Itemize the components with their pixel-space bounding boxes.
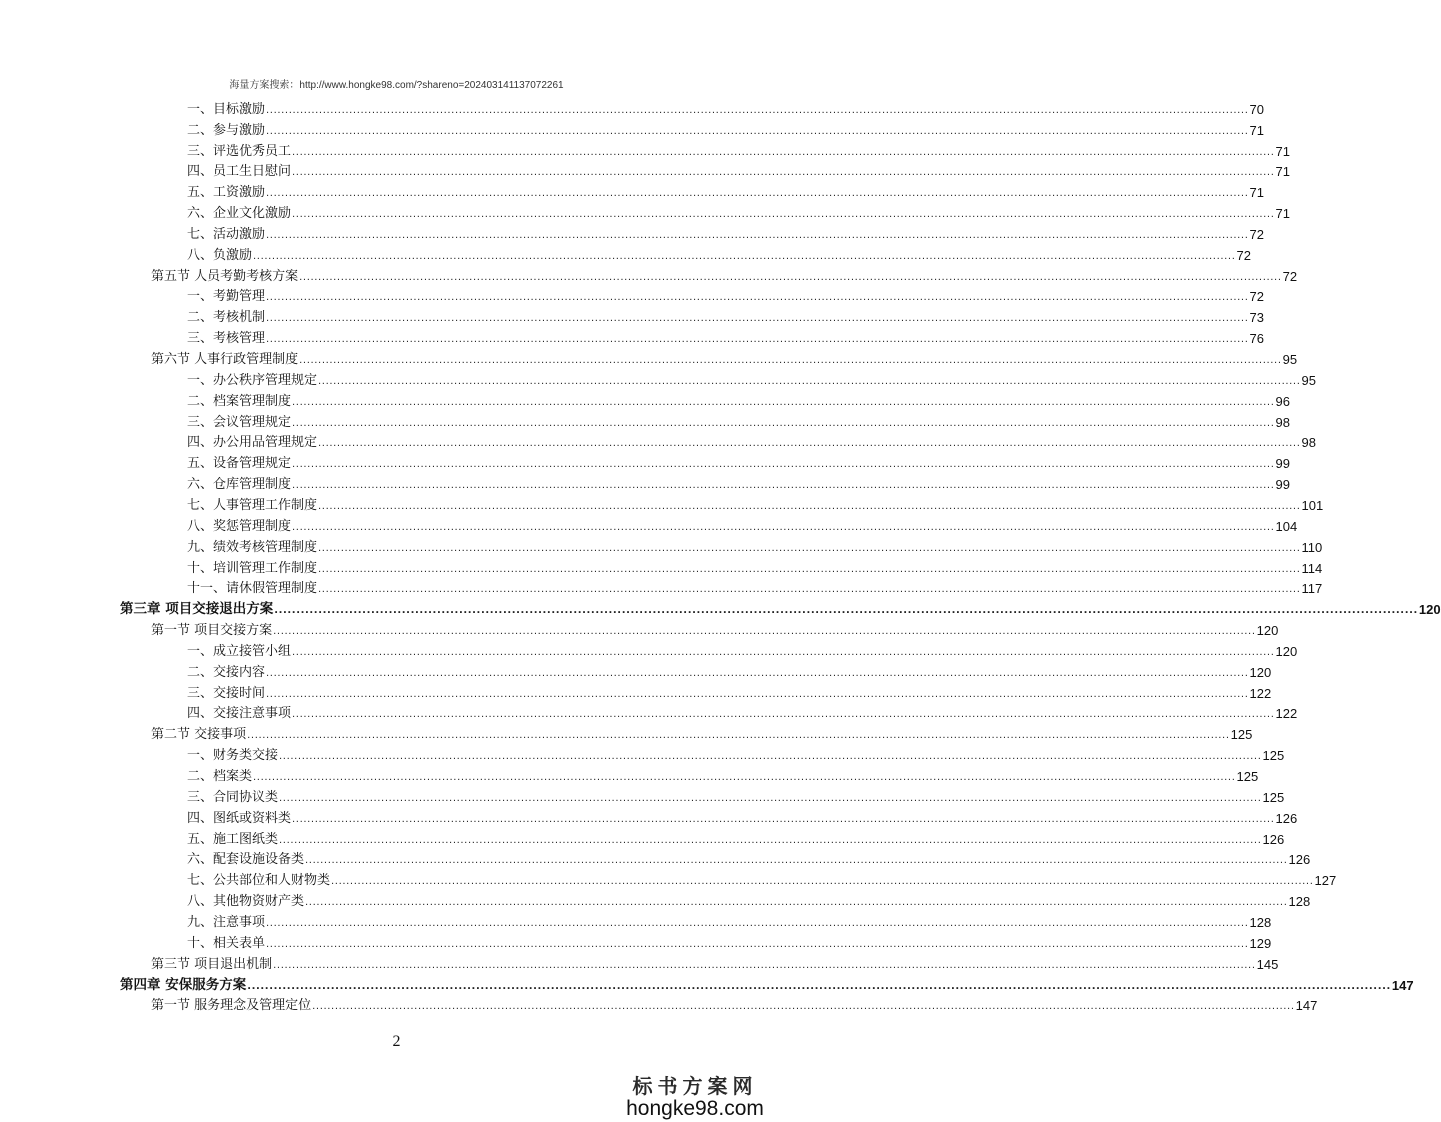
toc-leader-dots: ....................................................................................................................................................................................................................................................................	[266, 229, 1249, 241]
toc-leader-dots: ....................................................................................................................................................................................................................................................................	[274, 605, 1418, 617]
toc-entry-item[interactable]	[187, 576, 1323, 597]
toc-leader-dots: ....................................................................................................................................................................................................................................................................	[266, 688, 1249, 700]
toc-entry-label: 六、仓库管理制度	[187, 477, 292, 493]
toc-entry-label: 第五节 人员考勤考核方案	[151, 268, 299, 284]
toc-entry-page: 129	[1249, 935, 1272, 951]
toc-entry-item[interactable]	[187, 242, 1251, 263]
toc-entry-item[interactable]	[187, 784, 1285, 805]
toc-entry-item[interactable]	[187, 638, 1298, 659]
toc-entry-item[interactable]	[187, 179, 1264, 201]
toc-entry-label: 十、培训管理工作制度	[187, 560, 318, 576]
toc-entry-item[interactable]	[187, 555, 1323, 576]
toc-entry-page: 98	[1275, 414, 1290, 430]
toc-entry-page: 71	[1275, 143, 1290, 159]
toc-entry-label: 第六节 人事行政管理制度	[151, 352, 299, 368]
toc-entry-item[interactable]	[187, 471, 1290, 493]
toc-entry-item[interactable]	[187, 701, 1298, 722]
toc-entry-page: 101	[1301, 497, 1324, 513]
toc-entry-label: 五、施工图纸类	[187, 831, 279, 847]
toc-entry-section[interactable]	[151, 263, 1298, 284]
toc-entry-section[interactable]	[151, 346, 1298, 368]
toc-leader-dots: ....................................................................................................................................................................................................................................................................	[266, 334, 1249, 346]
toc-leader-dots: ....................................................................................................................................................................................................................................................................	[292, 167, 1275, 179]
toc-entry-label: 七、活动激励	[187, 226, 266, 242]
toc-entry-item[interactable]	[187, 325, 1264, 347]
toc-entry-label: 三、交接时间	[187, 685, 266, 701]
toc-entry-label: 四、图纸或资料类	[187, 810, 292, 826]
toc-leader-dots: ....................................................................................................................................................................................................................................................................	[331, 876, 1314, 888]
toc-entry-label: 三、考核管理	[187, 331, 266, 347]
toc-leader-dots: ....................................................................................................................................................................................................................................................................	[253, 772, 1236, 784]
toc-entry-page: 114	[1301, 560, 1323, 576]
toc-entry-page: 99	[1275, 456, 1290, 472]
toc-leader-dots: ....................................................................................................................................................................................................................................................................	[318, 542, 1301, 554]
toc-leader-dots: ....................................................................................................................................................................................................................................................................	[266, 667, 1249, 679]
toc-leader-dots: ....................................................................................................................................................................................................................................................................	[279, 834, 1262, 846]
toc-entry-label: 第一节 项目交接方案	[151, 623, 273, 639]
page-header-url: 海量方案搜索：http://www.hongke98.com/?shareno=202403141137072261	[229, 80, 564, 91]
toc-entry-page: 72	[1249, 289, 1264, 305]
toc-entry-label: 一、成立接管小组	[187, 643, 292, 659]
toc-entry-page: 104	[1275, 518, 1298, 534]
toc-entry-label: 第一节 服务理念及管理定位	[151, 998, 312, 1014]
toc-entry-label: 六、配套设施设备类	[187, 852, 305, 868]
toc-entry-label: 九、绩效考核管理制度	[187, 539, 318, 555]
toc-leader-dots: ....................................................................................................................................................................................................................................................................	[318, 375, 1301, 387]
toc-entry-page: 122	[1249, 685, 1272, 701]
toc-leader-dots: ....................................................................................................................................................................................................................................................................	[299, 271, 1282, 283]
toc-leader-dots: ....................................................................................................................................................................................................................................................................	[312, 1001, 1295, 1013]
toc-entry-label: 五、工资激励	[187, 185, 266, 201]
toc-entry-page: 72	[1282, 268, 1298, 284]
toc-entry-page: 125	[1230, 727, 1253, 743]
toc-entry-label: 八、其他物资财产类	[187, 894, 305, 910]
toc-entry-item[interactable]	[187, 659, 1272, 680]
toc-leader-dots: ....................................................................................................................................................................................................................................................................	[318, 500, 1301, 512]
toc-entry-chapter[interactable]	[120, 596, 1441, 618]
toc-leader-dots: ....................................................................................................................................................................................................................................................................	[318, 584, 1301, 596]
toc-leader-dots: ....................................................................................................................................................................................................................................................................	[266, 313, 1249, 325]
toc-entry-page: 125	[1262, 789, 1285, 805]
toc-entry-item[interactable]	[187, 888, 1311, 910]
toc-entry-label: 十一、请休假管理制度	[187, 581, 318, 597]
toc-entry-item[interactable]	[187, 680, 1272, 701]
toc-entry-page: 73	[1249, 310, 1264, 326]
toc-entry-item[interactable]	[187, 867, 1337, 889]
toc-leader-dots: ....................................................................................................................................................................................................................................................................	[247, 980, 1391, 992]
toc-entry-page: 71	[1275, 206, 1290, 222]
toc-entry-label: 四、交接注意事项	[187, 706, 292, 722]
toc-entry-label: 八、负激励	[187, 247, 253, 263]
toc-entry-item[interactable]	[187, 513, 1298, 534]
toc-entry-item[interactable]	[187, 492, 1324, 513]
toc-entry-item[interactable]	[187, 450, 1290, 472]
toc-entry-page: 120	[1275, 643, 1298, 659]
toc-leader-dots: ....................................................................................................................................................................................................................................................................	[292, 709, 1275, 721]
logo-domain-text: hongke98.com	[626, 1097, 764, 1120]
toc-entry-label: 三、会议管理规定	[187, 414, 292, 430]
toc-entry-label: 四、办公用品管理规定	[187, 435, 318, 451]
toc-entry-item[interactable]	[187, 138, 1290, 159]
toc-entry-label: 一、考勤管理	[187, 289, 266, 305]
toc-entry-label: 二、档案管理制度	[187, 393, 292, 409]
toc-entry-page: 120	[1256, 623, 1279, 639]
toc-entry-label: 第三章 项目交接退出方案	[120, 601, 274, 618]
toc-leader-dots: ....................................................................................................................................................................................................................................................................	[266, 938, 1249, 950]
toc-entry-item[interactable]	[187, 534, 1323, 555]
toc-entry-item[interactable]	[187, 221, 1264, 242]
toc-entry-label: 五、设备管理规定	[187, 456, 292, 472]
toc-leader-dots: ....................................................................................................................................................................................................................................................................	[292, 521, 1275, 533]
toc-entry-label: 二、参与激励	[187, 122, 266, 138]
toc-entry-item[interactable]	[187, 388, 1290, 409]
toc-leader-dots: ....................................................................................................................................................................................................................................................................	[266, 188, 1249, 200]
site-logo	[615, 1070, 775, 1121]
toc-entry-item[interactable]	[187, 847, 1311, 868]
toc-entry-page: 127	[1314, 873, 1337, 889]
toc-entry-item[interactable]	[187, 159, 1290, 180]
toc-leader-dots: ....................................................................................................................................................................................................................................................................	[279, 751, 1262, 763]
toc-entry-page: 128	[1288, 894, 1311, 910]
toc-entry-page: 117	[1301, 581, 1323, 597]
toc-leader-dots: ....................................................................................................................................................................................................................................................................	[318, 563, 1301, 575]
toc-entry-label: 二、档案类	[187, 769, 253, 785]
toc-entry-label: 第四章 安保服务方案	[120, 976, 247, 993]
toc-entry-page: 98	[1301, 435, 1316, 451]
toc-entry-section[interactable]	[151, 722, 1253, 743]
toc-entry-item[interactable]	[187, 826, 1285, 847]
toc-entry-label: 第二节 交接事项	[151, 727, 247, 743]
toc-entry-label: 一、目标激励	[187, 101, 266, 117]
toc-entry-page: 147	[1391, 977, 1414, 993]
toc-entry-label: 七、人事管理工作制度	[187, 497, 318, 513]
toc-entry-label: 二、考核机制	[187, 310, 266, 326]
toc-entry-page: 70	[1249, 101, 1264, 117]
toc-entry-page: 122	[1275, 706, 1298, 722]
toc-entry-page: 71	[1275, 164, 1290, 180]
toc-entry-item[interactable]	[187, 117, 1264, 138]
toc-entry-page: 71	[1249, 122, 1264, 138]
toc-entry-section[interactable]	[151, 951, 1279, 972]
toc-leader-dots: ....................................................................................................................................................................................................................................................................	[292, 459, 1275, 471]
toc-entry-page: 96	[1275, 393, 1290, 409]
toc-leader-dots: ....................................................................................................................................................................................................................................................................	[305, 897, 1288, 909]
toc-entry-page: 99	[1275, 477, 1290, 493]
page-number: 2	[392, 1033, 401, 1050]
toc-entry-page: 76	[1249, 331, 1264, 347]
toc-entry-item[interactable]	[187, 930, 1272, 951]
toc-entry-page: 126	[1275, 810, 1298, 826]
toc-entry-page: 147	[1295, 998, 1318, 1014]
toc-entry-label: 三、合同协议类	[187, 789, 279, 805]
toc-leader-dots: ....................................................................................................................................................................................................................................................................	[266, 125, 1249, 137]
toc-leader-dots: ....................................................................................................................................................................................................................................................................	[292, 396, 1275, 408]
toc-entry-label: 三、评选优秀员工	[187, 143, 292, 159]
toc-leader-dots: ....................................................................................................................................................................................................................................................................	[247, 730, 1230, 742]
toc-entry-item[interactable]	[187, 763, 1259, 785]
toc-leader-dots: ....................................................................................................................................................................................................................................................................	[292, 480, 1275, 492]
toc-entry-page: 145	[1256, 956, 1279, 972]
toc-entry-label: 一、办公秩序管理规定	[187, 372, 318, 388]
toc-entry-label: 一、财务类交接	[187, 748, 279, 764]
toc-entry-label: 十、相关表单	[187, 935, 266, 951]
toc-entry-item[interactable]	[187, 742, 1285, 764]
toc-entry-label: 七、公共部位和人财物类	[187, 873, 331, 889]
toc-leader-dots: ....................................................................................................................................................................................................................................................................	[292, 146, 1275, 158]
toc-entry-label: 第三节 项目退出机制	[151, 956, 273, 972]
toc-leader-dots: ....................................................................................................................................................................................................................................................................	[299, 355, 1282, 367]
toc-entry-item[interactable]	[187, 96, 1264, 117]
toc-leader-dots: ....................................................................................................................................................................................................................................................................	[292, 813, 1275, 825]
toc-entry-chapter[interactable]	[120, 972, 1414, 993]
toc-entry-section[interactable]	[151, 993, 1318, 1014]
toc-entry-item[interactable]	[187, 305, 1264, 326]
toc-leader-dots: ....................................................................................................................................................................................................................................................................	[253, 250, 1236, 262]
toc-leader-dots: ....................................................................................................................................................................................................................................................................	[318, 438, 1301, 450]
toc-leader-dots: ....................................................................................................................................................................................................................................................................	[266, 104, 1249, 116]
toc-entry-item[interactable]	[187, 805, 1298, 826]
toc-entry-page: 71	[1249, 185, 1264, 201]
toc-entry-label: 九、注意事项	[187, 914, 266, 930]
toc-leader-dots: ....................................................................................................................................................................................................................................................................	[292, 417, 1275, 429]
toc-leader-dots: ....................................................................................................................................................................................................................................................................	[292, 209, 1275, 221]
toc-entry-page: 126	[1288, 852, 1311, 868]
toc-entry-label: 四、员工生日慰问	[187, 164, 292, 180]
toc-entry-item[interactable]	[187, 367, 1316, 388]
toc-entry-item[interactable]	[187, 430, 1316, 451]
toc-entry-page: 126	[1262, 831, 1285, 847]
toc-entry-page: 120	[1418, 602, 1441, 618]
toc-entry-page: 72	[1249, 226, 1264, 242]
toc-entry-page: 95	[1301, 372, 1316, 388]
toc-leader-dots: ....................................................................................................................................................................................................................................................................	[292, 646, 1275, 658]
toc-entry-page: 72	[1236, 247, 1251, 263]
toc-entry-label: 八、奖惩管理制度	[187, 518, 292, 534]
toc-entry-page: 125	[1236, 769, 1259, 785]
toc-entry-item[interactable]	[187, 409, 1290, 430]
toc-leader-dots: ....................................................................................................................................................................................................................................................................	[273, 959, 1256, 971]
toc-leader-dots: ....................................................................................................................................................................................................................................................................	[273, 626, 1256, 638]
toc-entry-page: 128	[1249, 914, 1272, 930]
toc-leader-dots: ....................................................................................................................................................................................................................................................................	[305, 855, 1288, 867]
toc-entry-label: 二、交接内容	[187, 664, 266, 680]
toc-leader-dots: ....................................................................................................................................................................................................................................................................	[266, 292, 1249, 304]
toc-entry-section[interactable]	[151, 617, 1279, 639]
toc-entry-page: 125	[1262, 748, 1285, 764]
toc-entry-label: 六、企业文化激励	[187, 206, 292, 222]
toc-entry-item[interactable]	[187, 909, 1272, 930]
logo-chinese-text: 标书方案网	[632, 1074, 758, 1098]
toc-entry-item[interactable]	[187, 284, 1264, 305]
toc-entry-page: 120	[1249, 664, 1272, 680]
toc-entry-item[interactable]	[187, 200, 1290, 222]
toc-entry-page: 110	[1301, 539, 1323, 555]
toc-entry-page: 95	[1282, 352, 1298, 368]
toc-leader-dots: ....................................................................................................................................................................................................................................................................	[279, 792, 1262, 804]
toc-leader-dots: ....................................................................................................................................................................................................................................................................	[266, 917, 1249, 929]
